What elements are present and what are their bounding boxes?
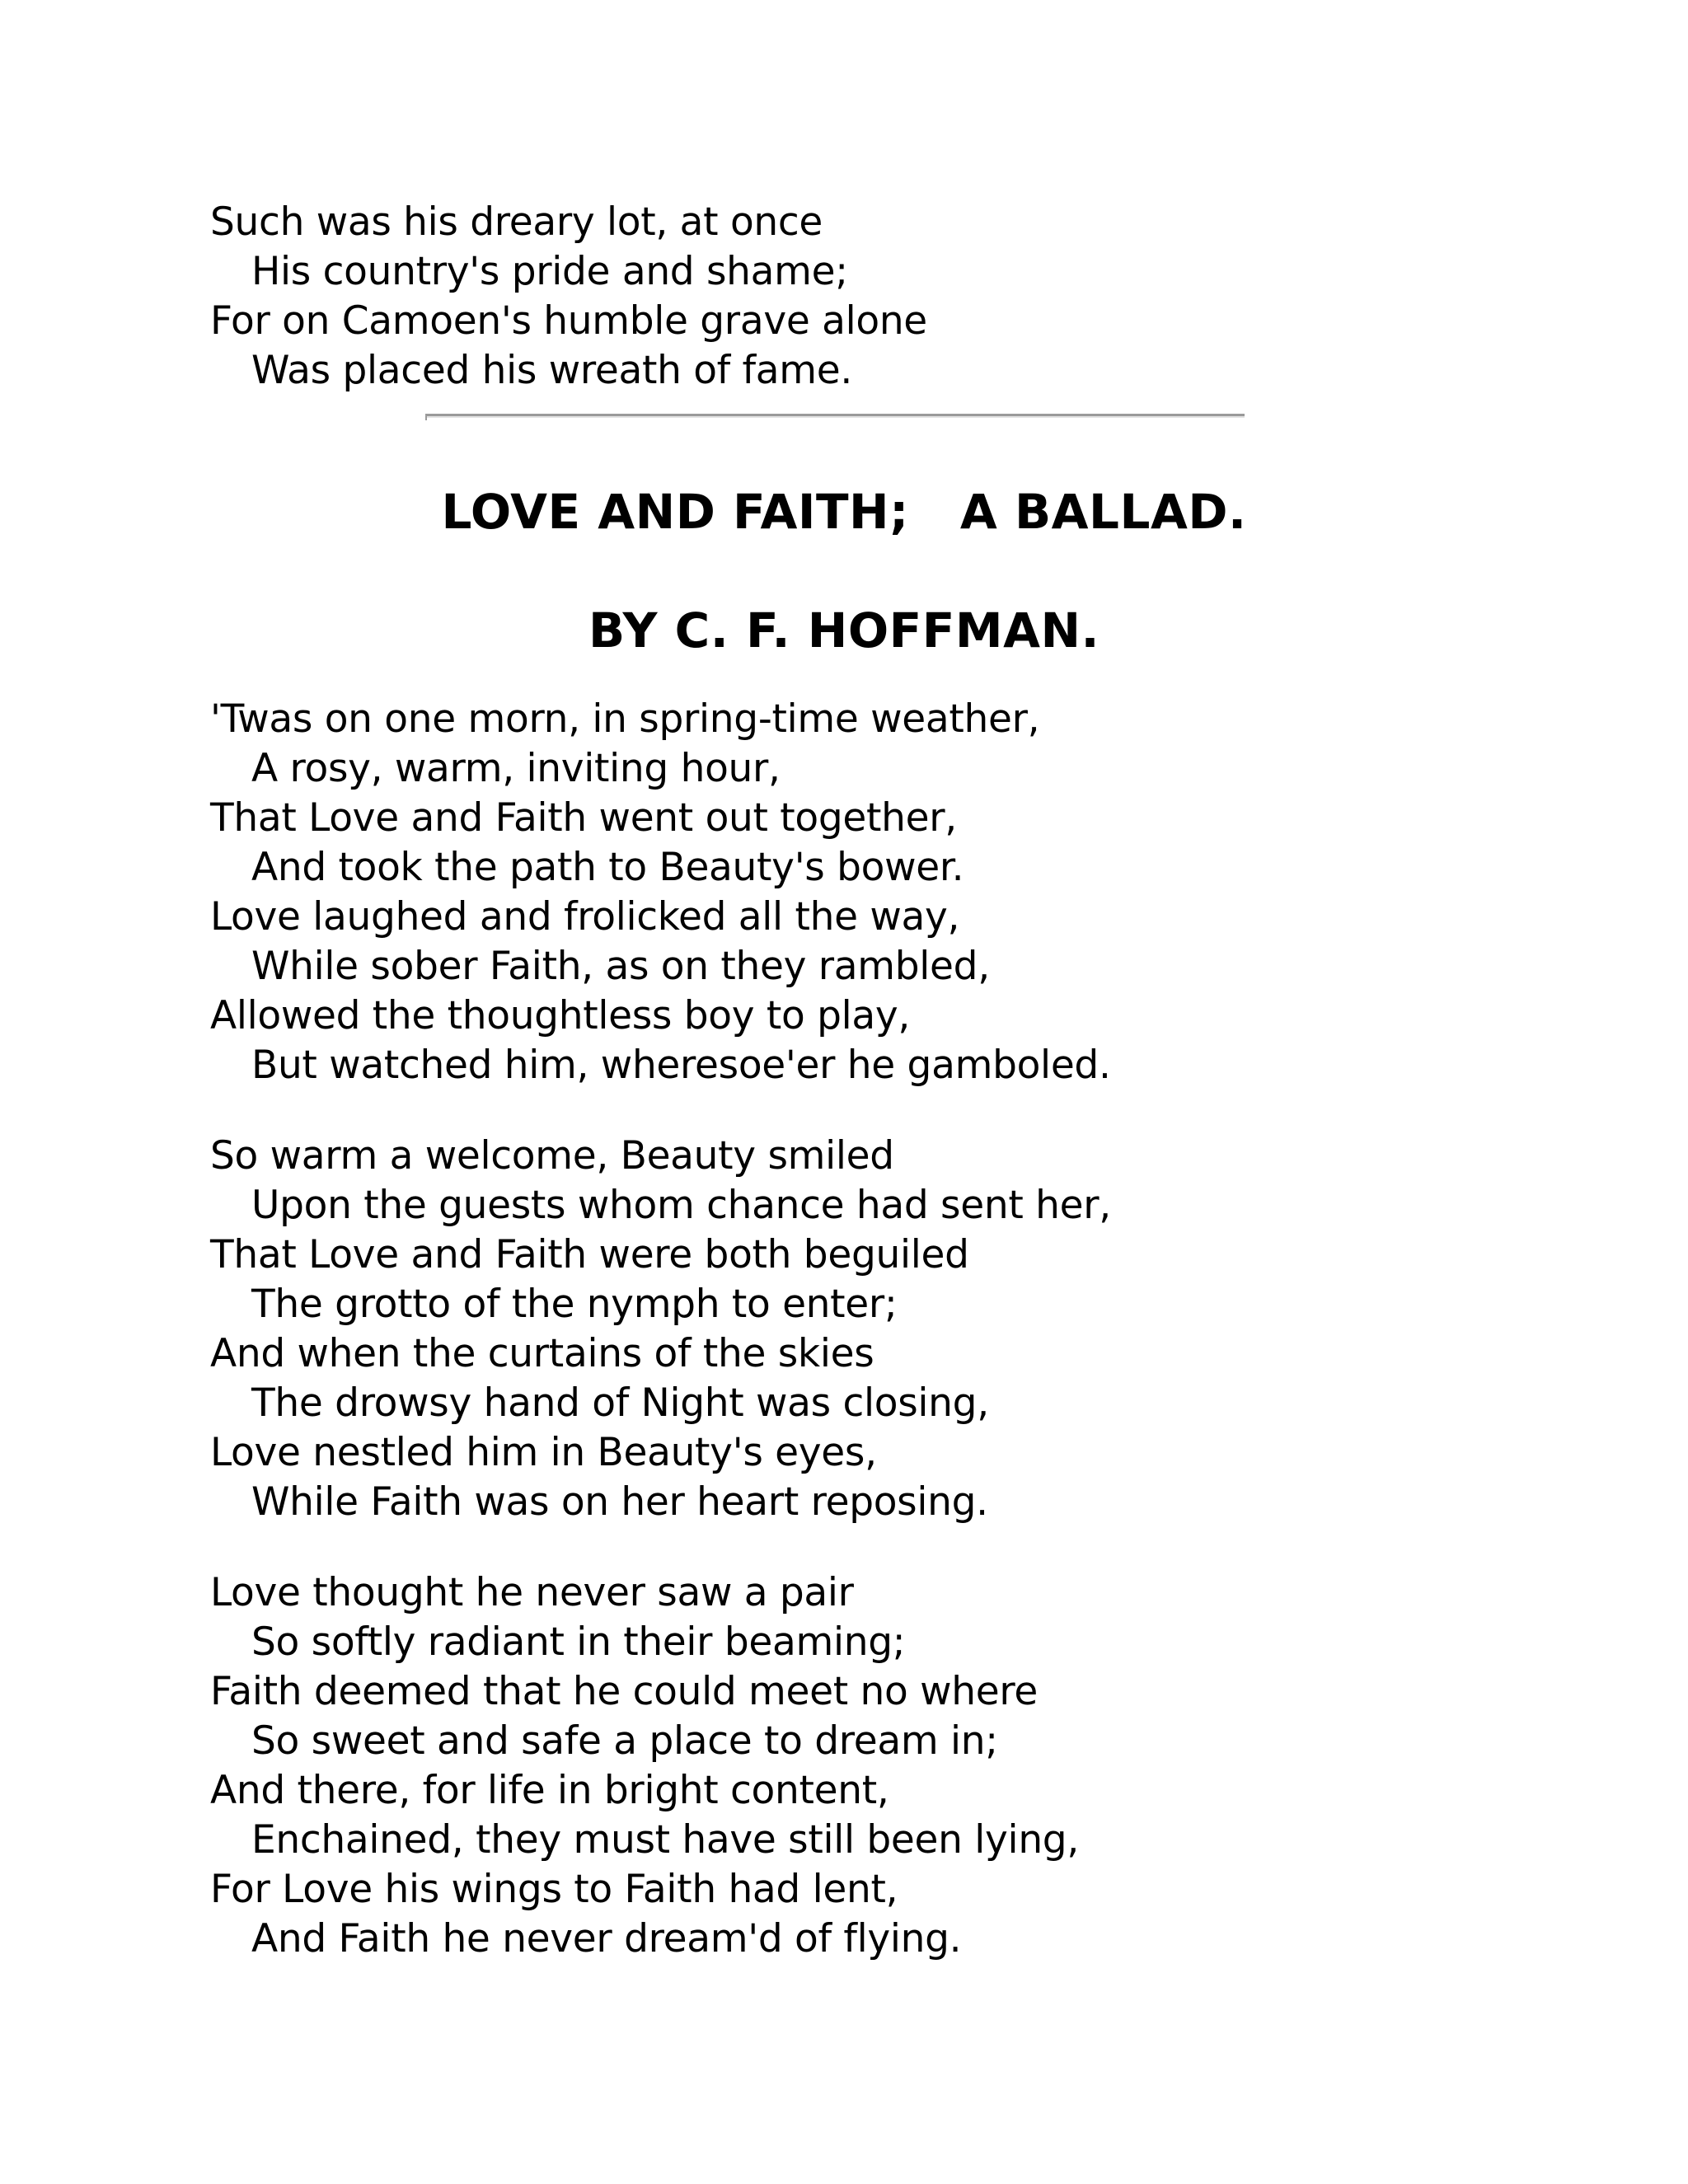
poem-line: That Love and Faith went out together, xyxy=(210,795,957,841)
section-divider xyxy=(427,414,1245,418)
poem-line: A rosy, warm, inviting hour, xyxy=(251,746,781,791)
poem-line: While Faith was on her heart reposing. xyxy=(251,1479,988,1525)
poem-line: And when the curtains of the skies xyxy=(210,1331,874,1376)
poem-line: For Love his wings to Faith had lent, xyxy=(210,1867,898,1912)
poem-line: Enchained, they must have still been lying, xyxy=(251,1817,1079,1863)
poem-line: The grotto of the nymph to enter; xyxy=(251,1282,898,1327)
poem-line: And took the path to Beauty's bower. xyxy=(251,845,964,890)
poem-line: Such was his dreary lot, at once xyxy=(210,199,823,245)
poem-line: Upon the guests whom chance had sent her, xyxy=(251,1183,1111,1228)
poem-line: 'Twas on one morn, in spring-time weather, xyxy=(210,696,1040,742)
poem-byline: BY C. F. HOFFMAN. xyxy=(588,602,1100,658)
poem-line: Love laughed and frolicked all the way, xyxy=(210,894,960,940)
poem-line: Faith deemed that he could meet no where xyxy=(210,1669,1038,1714)
poem-line: Love thought he never saw a pair xyxy=(210,1570,854,1615)
poem-line: The drowsy hand of Night was closing, xyxy=(251,1380,989,1426)
poem-line: So softly radiant in their beaming; xyxy=(251,1619,906,1665)
stanza-3 xyxy=(210,1568,1529,1964)
poem-line: Allowed the thoughtless boy to play, xyxy=(210,993,911,1038)
poem-line: That Love and Faith were both beguiled xyxy=(210,1232,969,1277)
previous-poem-closing-stanza xyxy=(210,198,1529,396)
poem-line: While sober Faith, as on they rambled, xyxy=(251,944,990,989)
poem-line: And there, for life in bright content, xyxy=(210,1768,889,1813)
poem-line: So sweet and safe a place to dream in; xyxy=(251,1718,998,1764)
poem-line: Love nestled him in Beauty's eyes, xyxy=(210,1430,877,1475)
poem-line: For on Camoen's humble grave alone xyxy=(210,298,927,344)
poem-line: So warm a welcome, Beauty smiled xyxy=(210,1133,894,1179)
poem-line: Was placed his wreath of fame. xyxy=(251,348,853,393)
poem-line: And Faith he never dream'd of flying. xyxy=(251,1916,962,1961)
poem-line: His country's pride and shame; xyxy=(251,249,848,294)
stanza-2 xyxy=(210,1132,1529,1527)
poem-line: But watched him, wheresoe'er he gamboled. xyxy=(251,1043,1111,1088)
poem-title: LOVE AND FAITH; A BALLAD. xyxy=(441,484,1247,540)
stanza-1 xyxy=(210,695,1529,1090)
